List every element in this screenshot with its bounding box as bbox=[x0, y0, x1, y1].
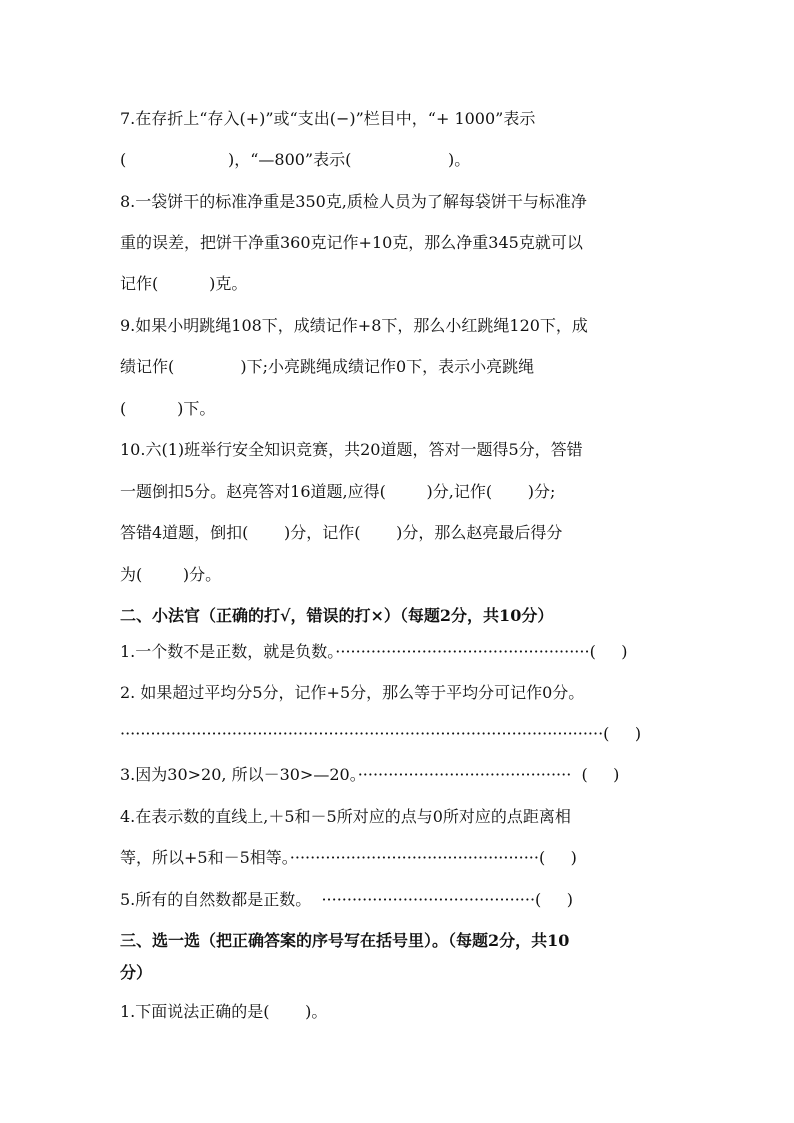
q9-line-1: 9.如果小明跳绳108下，成绩记作+8下，那么小红跳绳120下，成 bbox=[120, 316, 588, 335]
section-2-heading: 二、小法官（正确的打√，错误的打×）（每题2分，共10分） bbox=[120, 606, 554, 625]
section-3-heading-line-1: 三、选一选（把正确答案的序号写在括号里）。（每题2分，共10 bbox=[120, 931, 570, 950]
q7-line-2: ( )，“—800”表示( )。 bbox=[120, 150, 471, 169]
q8-line-2: 重的误差，把饼干净重360克记作+10克，那么净重345克就可以 bbox=[120, 233, 583, 252]
q8-line-1: 8.一袋饼干的标准净重是350克,质检人员为了解每袋饼干与标准净 bbox=[120, 192, 587, 211]
tf-item-3: 3.因为30>20, 所以－30>—20。·········································· ( ) bbox=[120, 765, 620, 784]
q9-line-3: ( )下。 bbox=[120, 399, 216, 418]
tf-item-2-line-1: 2. 如果超过平均分5分，记作+5分，那么等于平均分可记作0分。 bbox=[120, 683, 585, 702]
tf-item-1: 1.一个数不是正数，就是负数。··················································( ) bbox=[120, 642, 628, 661]
tf-item-5: 5.所有的自然数都是正数。 ··········································( ) bbox=[120, 890, 573, 909]
q10-line-3: 答错4道题，倒扣( )分，记作( )分，那么赵亮最后得分 bbox=[120, 523, 563, 542]
section-3-heading-line-2: 分） bbox=[120, 963, 153, 982]
q10-line-4: 为( )分。 bbox=[120, 565, 222, 584]
q10-line-2: 一题倒扣5分。赵亮答对16道题,应得( )分,记作( )分; bbox=[120, 482, 556, 501]
mc-item-1: 1.下面说法正确的是( )。 bbox=[120, 1002, 328, 1021]
tf-item-2-line-2: ·······························································································( ) bbox=[120, 724, 642, 743]
q10-line-1: 10.六(1)班举行安全知识竞赛，共20道题，答对一题得5分，答错 bbox=[120, 440, 583, 459]
q8-line-3: 记作( )克。 bbox=[120, 274, 248, 293]
q9-line-2: 绩记作( )下;小亮跳绳成绩记作0下，表示小亮跳绳 bbox=[120, 357, 535, 376]
tf-item-4-line-1: 4.在表示数的直线上,＋5和－5所对应的点与0所对应的点距离相 bbox=[120, 807, 571, 826]
tf-item-4-line-2: 等，所以+5和－5相等。·················································( ) bbox=[120, 848, 577, 867]
q7-line-1: 7.在存折上“存入(+)”或“支出(−)”栏目中，“+ 1000”表示 bbox=[120, 109, 536, 128]
